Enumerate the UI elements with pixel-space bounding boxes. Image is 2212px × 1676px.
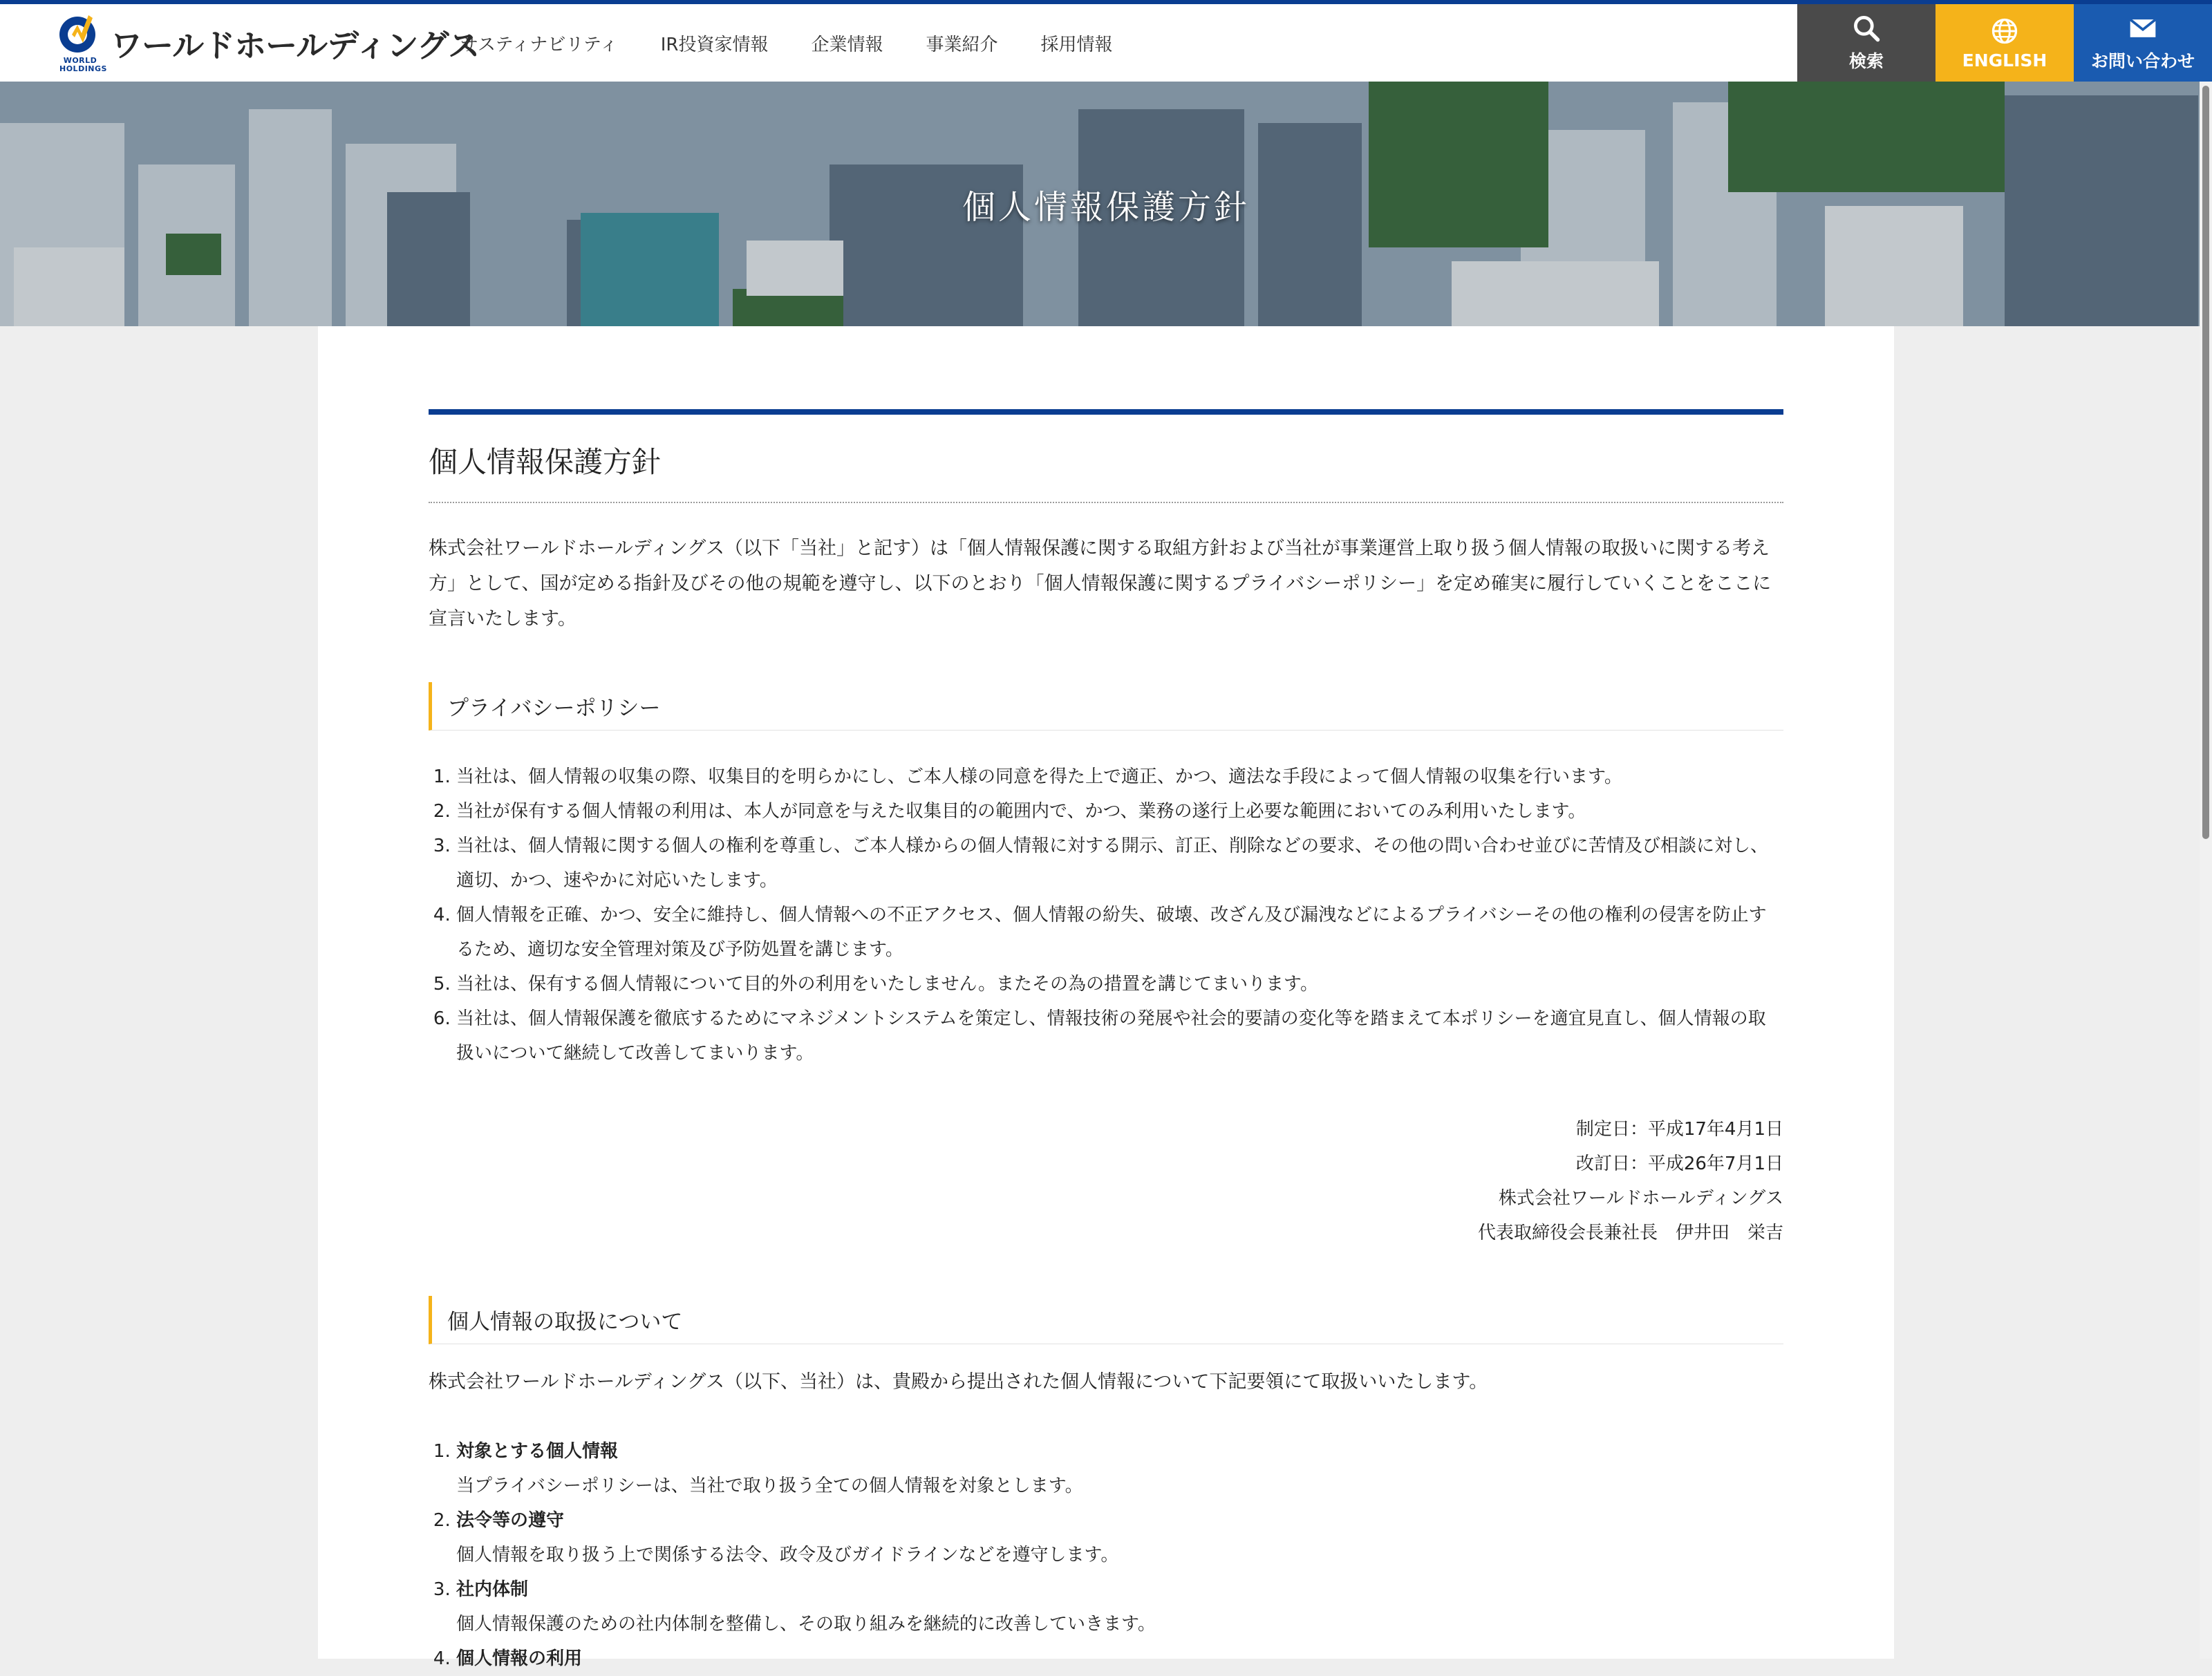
- page-title: 個人情報保護方針: [429, 415, 1783, 503]
- search-icon: [1851, 13, 1882, 44]
- scrollbar-thumb[interactable]: [2202, 86, 2209, 839]
- mail-icon: [2128, 13, 2158, 44]
- list-item: 4. 個人情報を正確、かつ、安全に維持し、個人情報への不正アクセス、個人情報の紛失、破壊、改ざん及び漏洩などによるプライバシーその他の権利の侵害を防止するため、適切な安全管理対策及び予防処置を講じます。: [456, 898, 1783, 967]
- privacy-policy-heading: プライバシーポリシー: [429, 682, 1783, 731]
- nav-sustainability[interactable]: サスティナビリティ: [460, 34, 618, 55]
- representative-name: 代表取締役会長兼社長 伊井田 栄吉: [1477, 1223, 1783, 1243]
- nav-company[interactable]: 企業情報: [811, 34, 883, 55]
- item-text: 個人情報を取り扱う上で関係する法令、政令及びガイドラインなどを遵守します。: [456, 1545, 1119, 1565]
- policy-list: [429, 760, 1783, 1071]
- list-item: 1. 当社は、個人情報の収集の際、収集目的を明らかにし、ご本人様の同意を得た上で適正、かつ、適法な手段によって個人情報の収集を行います。: [456, 760, 1783, 794]
- handling-intro: 株式会社ワールドホールディングス（以下、当社）は、貴殿から提出された個人情報について下記要領にて取扱いいたします。: [429, 1371, 1488, 1393]
- list-item: 6. 当社は、個人情報保護を徹底するためにマネジメントシステムを策定し、情報技術の発展や社会的要請の変化等を踏まえて本ポリシーを適宜見直し、個人情報の取扱いについて継続して改善してまいります。: [456, 1001, 1783, 1071]
- list-item: 2. 当社が保有する個人情報の利用は、本人が同意を与えた収集目的の範囲内で、かつ、業務の遂行上必要な範囲においてのみ利用いたします。: [456, 794, 1783, 829]
- main-nav: [460, 4, 1156, 82]
- list-item: 5. 当社は、保有する個人情報について目的外の利用をいたしません。またその為の措置を講じてまいります。: [456, 967, 1783, 1001]
- handling-list: [429, 1434, 1783, 1676]
- logo-mark-icon: [57, 11, 101, 55]
- signature-block: [429, 1112, 1783, 1250]
- list-item: [456, 1434, 1783, 1503]
- search-label: 検索: [1848, 51, 1884, 71]
- list-item: [456, 1503, 1783, 1572]
- logo-text: ワールドホールディングス: [111, 27, 480, 64]
- main-content: [429, 409, 1783, 1676]
- globe-icon: [1989, 16, 2020, 46]
- handling-heading: 個人情報の取扱について: [429, 1296, 1783, 1344]
- revised-date: 改訂日：平成26年7月1日: [1575, 1154, 1783, 1174]
- list-item: [456, 1572, 1783, 1641]
- item-text: 当プライバシーポリシーは、当社で取り扱う全ての個人情報を対象とします。: [456, 1476, 1083, 1496]
- contact-button[interactable]: [2074, 4, 2212, 82]
- english-label: ENGLISH: [1962, 50, 2047, 70]
- title-accent-bar: [429, 409, 1783, 415]
- item-title: 個人情報の利用: [456, 1648, 583, 1669]
- item-text: 個人情報保護のための社内体制を整備し、その取り組みを継続的に改善していきます。: [456, 1614, 1156, 1635]
- company-name: 株式会社ワールドホールディングス: [1498, 1188, 1783, 1209]
- logo-subtitle: WORLD HOLDINGS: [59, 56, 107, 73]
- nav-ir[interactable]: IR投資家情報: [660, 34, 769, 55]
- english-button[interactable]: [1936, 4, 2074, 82]
- page-scrollbar[interactable]: [2200, 82, 2212, 1659]
- hero-title: 個人情報保護方針: [962, 187, 1250, 227]
- site-header: [0, 4, 2212, 82]
- nav-business[interactable]: 事業紹介: [926, 34, 998, 55]
- item-title: 社内体制: [456, 1579, 529, 1600]
- list-item: 3. 当社は、個人情報に関する個人の権利を尊重し、ご本人様からの個人情報に対する開示、訂正、削除などの要求、その他の問い合わせ並びに苦情及び相談に対し、適切、かつ、速やかに対応いたします。: [456, 829, 1783, 898]
- intro-paragraph: 株式会社ワールドホールディングス（以下「当社」と記す）は「個人情報保護に関する取組方針および当社が事業運営上取り扱う個人情報の取扱いに関する考え方」として、国が定める指針及びその他の規範を遵守し、以下のとおり「個人情報保護に関するプライバシーポリシー」を定め確実に履行していくことをここに宣言いたします。: [429, 538, 1772, 630]
- content-card: [318, 326, 1894, 1669]
- established-date: 制定日：平成17年4月1日: [1575, 1119, 1783, 1140]
- list-item: [456, 1641, 1783, 1676]
- item-title: 対象とする個人情報: [456, 1441, 619, 1462]
- nav-recruit[interactable]: 採用情報: [1040, 34, 1113, 55]
- item-title: 法令等の遵守: [456, 1510, 565, 1531]
- company-logo[interactable]: [57, 11, 480, 77]
- search-button[interactable]: [1797, 4, 1936, 82]
- hero-banner: [0, 82, 2212, 326]
- contact-label: お問い合わせ: [2090, 51, 2195, 71]
